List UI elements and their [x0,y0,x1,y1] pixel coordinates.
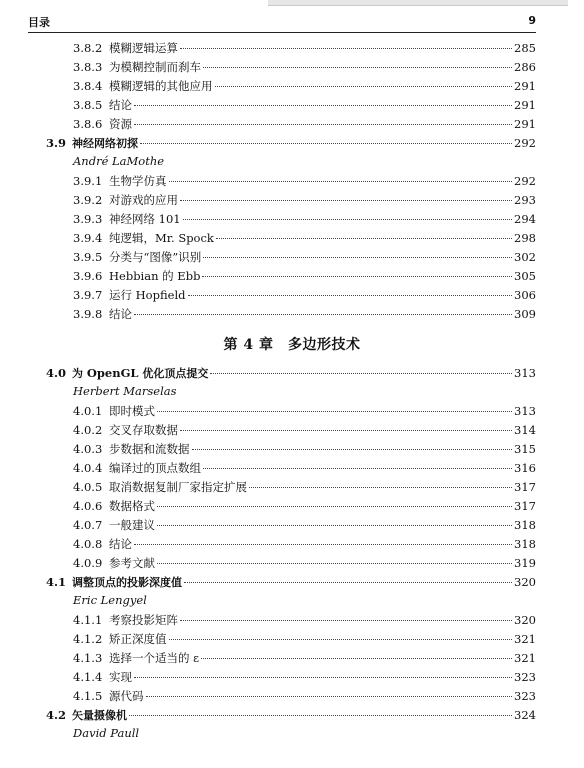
entry-number: 4.0.8 [73,537,103,551]
entry-page: 321 [514,651,536,665]
entry-number: 3.9.1 [73,174,103,188]
page-number: 9 [528,14,536,27]
dot-leader [203,257,512,258]
entry-number: 3.8.3 [73,60,103,74]
entry-page: 319 [514,556,536,570]
entry-page: 294 [514,212,536,226]
dot-leader [180,200,512,201]
entry-page: 321 [514,632,536,646]
entry-number: 3.9.8 [73,307,103,321]
toc-section[interactable] [28,706,536,724]
section-page: 320 [514,575,536,589]
dot-leader [180,48,512,49]
toc-entry[interactable] [28,611,536,629]
section-title: 矢量摄像机 [72,709,127,722]
toc-section[interactable] [28,134,536,152]
toc-entry[interactable] [28,649,536,667]
dot-leader [134,314,512,315]
dot-leader [192,449,513,450]
entry-title: 交叉存取数据 [109,423,178,437]
toc-entry[interactable] [28,402,536,420]
toc-entry[interactable] [28,554,536,572]
toc-entry[interactable] [28,267,536,285]
section-page: 324 [514,708,536,722]
entry-page: 317 [514,480,536,494]
toc-entry[interactable] [28,286,536,304]
dot-leader [249,487,512,488]
entry-number: 4.1.2 [73,632,103,646]
toc-entry[interactable] [28,191,536,209]
entry-title: 编译过的顶点数组 [109,461,201,475]
entry-page: 317 [514,499,536,513]
dot-leader [215,86,513,87]
toc-entry[interactable] [28,96,536,114]
section-number: 3.9 [46,136,67,150]
entry-title: 源代码 [109,689,144,703]
dot-leader [129,715,512,716]
entry-page: 323 [514,689,536,703]
entry-title: 考察投影矩阵 [109,613,178,627]
dot-leader [140,143,512,144]
entry-number: 3.9.4 [73,231,103,245]
dot-leader [169,181,513,182]
entry-title: 步数据和流数据 [109,442,190,456]
toc-entry[interactable] [28,478,536,496]
section-number: 4.1 [46,575,67,589]
entry-number: 3.8.5 [73,98,103,112]
entry-page: 285 [514,41,536,55]
entry-title: 对游戏的应用 [109,193,178,207]
dot-leader [203,468,512,469]
dot-leader [134,677,512,678]
section-title-latin: OpenGL [86,366,139,380]
section-title: 神经网络初探 [72,137,138,150]
entry-title: 选择一个适当的 ε [109,651,200,665]
entry-number: 4.0.7 [73,518,103,532]
entry-title: 资源 [109,117,132,131]
toc-section[interactable] [28,573,536,591]
entry-page: 318 [514,518,536,532]
toc-entry[interactable] [28,39,536,57]
dot-leader [184,582,512,583]
entry-number: 4.1.3 [73,651,103,665]
section-title [72,364,208,383]
toc-entry[interactable] [28,535,536,553]
entry-page: 318 [514,537,536,551]
entry-number: 4.0.3 [73,442,103,456]
entry-page: 293 [514,193,536,207]
chapter-heading: 第 4 章 多边形技术 [223,337,361,353]
entry-number: 3.9.3 [73,212,103,226]
toc-entry[interactable] [28,172,536,190]
section-author: David Paull [73,726,140,740]
dot-leader [157,411,512,412]
entry-page: 314 [514,423,536,437]
entry-page: 323 [514,670,536,684]
dot-leader [188,295,513,296]
entry-title: Hebbian 的 Ebb [109,269,201,283]
entry-title: 分类与“图像”识别 [109,250,202,264]
entry-number: 3.9.5 [73,250,103,264]
viewer-tab-strip [268,0,568,6]
entry-title: 矫正深度值 [109,632,167,646]
toc-entry[interactable] [28,459,536,477]
entry-number: 4.1.1 [73,613,103,627]
dot-leader [180,430,512,431]
running-header-title: 目录 [28,16,50,29]
toc-entry[interactable] [28,630,536,648]
entry-title: 结论 [109,98,132,112]
entry-title: 一般建议 [109,518,155,532]
entry-number: 4.0.1 [73,404,103,418]
dot-leader [134,544,512,545]
section-number: 4.0 [46,366,67,380]
entry-page: 313 [514,404,536,418]
dot-leader [146,696,513,697]
entry-title: 即时模式 [109,404,155,418]
entry-title: 结论 [109,307,132,321]
toc-entry[interactable] [28,687,536,705]
entry-number: 4.0.4 [73,461,103,475]
dot-leader [157,506,512,507]
entry-page: 305 [514,269,536,283]
dot-leader [134,105,512,106]
entry-number: 4.0.9 [73,556,103,570]
section-author: Herbert Marselas [73,384,177,398]
entry-page: 315 [514,442,536,456]
entry-number: 4.0.5 [73,480,103,494]
entry-title: 生物学仿真 [109,174,167,188]
entry-number: 3.9.7 [73,288,103,302]
entry-title: 实现 [109,670,132,684]
dot-leader [134,124,512,125]
entry-page: 320 [514,613,536,627]
entry-title: 取消数据复制厂家指定扩展 [109,480,247,494]
section-title: 调整顶点的投影深度值 [72,576,182,589]
section-author: Eric Lengyel [73,593,147,607]
toc-entry[interactable] [28,229,536,247]
toc-entry[interactable] [28,248,536,266]
entry-page: 291 [514,98,536,112]
dot-leader [157,525,512,526]
dot-leader [210,373,512,374]
entry-page: 286 [514,60,536,74]
entry-page: 306 [514,288,536,302]
section-title-suffix: 优化顶点提交 [138,367,209,380]
entry-title: 模糊逻辑运算 [109,41,178,55]
toc-entry[interactable] [28,77,536,95]
entry-page: 302 [514,250,536,264]
section-title-prefix: 为 [72,367,87,380]
section-number: 4.2 [46,708,67,722]
entry-title: 神经网络 101 [109,212,181,226]
entry-number: 3.9.6 [73,269,103,283]
page-header [28,10,536,33]
entry-number: 3.9.2 [73,193,103,207]
dot-leader [180,620,512,621]
toc-entry[interactable] [28,305,536,323]
section-author: André LaMothe [73,154,165,168]
entry-page: 309 [514,307,536,321]
entry-title: 数据格式 [109,499,155,513]
entry-title: 为模糊控制而刹车 [109,60,201,74]
entry-number: 3.8.6 [73,117,103,131]
entry-title: 运行 Hopfield [109,288,186,302]
entry-number: 4.0.2 [73,423,103,437]
entry-title: 模糊逻辑的其他应用 [109,79,213,93]
toc-entry[interactable] [28,497,536,515]
entry-title: 参考文献 [109,556,155,570]
dot-leader [201,658,512,659]
toc-entry[interactable] [28,210,536,228]
toc-entry[interactable] [28,440,536,458]
section-page: 313 [514,366,536,380]
dot-leader [202,276,512,277]
entry-title: 纯逻辑，Mr. Spock [109,231,214,245]
entry-number: 3.8.4 [73,79,103,93]
toc-entry[interactable] [28,668,536,686]
dot-leader [183,219,512,220]
entry-page: 316 [514,461,536,475]
entry-number: 3.8.2 [73,41,103,55]
entry-number: 4.1.4 [73,670,103,684]
dot-leader [169,639,513,640]
entry-page: 291 [514,117,536,131]
entry-page: 298 [514,231,536,245]
entry-page: 291 [514,79,536,93]
entry-title: 结论 [109,537,132,551]
dot-leader [157,563,512,564]
entry-number: 4.1.5 [73,689,103,703]
toc-entry[interactable] [28,516,536,534]
dot-leader [203,67,512,68]
toc-entry[interactable] [28,115,536,133]
section-page: 292 [514,136,536,150]
entry-page: 292 [514,174,536,188]
entry-number: 4.0.6 [73,499,103,513]
toc-entry[interactable] [28,421,536,439]
toc-section[interactable] [28,364,536,382]
toc-entry[interactable] [28,58,536,76]
dot-leader [216,238,512,239]
